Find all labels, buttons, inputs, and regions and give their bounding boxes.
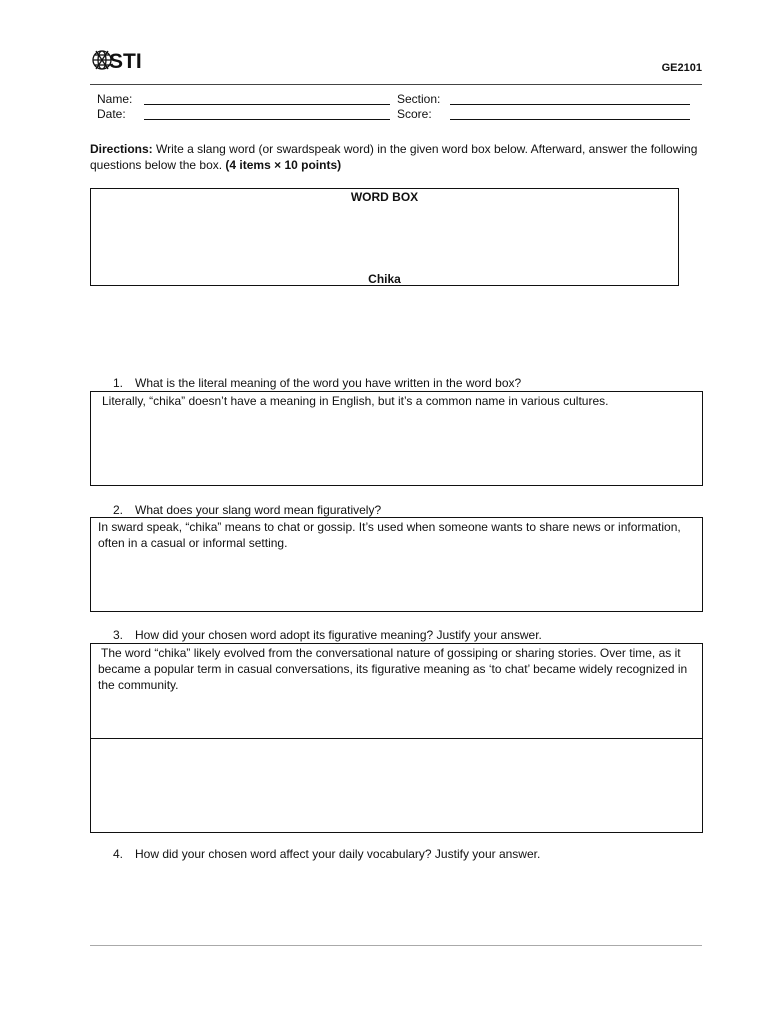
question-2: [113, 503, 381, 517]
score-field[interactable]: [450, 119, 690, 120]
date-field[interactable]: [144, 119, 390, 120]
directions-points: (4 items × 10 points): [225, 158, 342, 172]
answer-box-3-extra[interactable]: [90, 738, 703, 833]
question-number: 3.: [113, 628, 124, 642]
score-label: Score:: [397, 107, 432, 121]
directions-lead: Directions:: [90, 142, 153, 156]
answer-box-1[interactable]: [90, 391, 703, 486]
section-field[interactable]: [450, 104, 690, 105]
answer-box-2[interactable]: [90, 517, 703, 612]
question-1: [113, 376, 521, 390]
word-box-word: Chika: [368, 272, 401, 286]
question-number: 4.: [113, 847, 124, 861]
question-text: What is the literal meaning of the word you have written in the word box?: [135, 376, 522, 390]
answer-box-3[interactable]: [90, 643, 703, 739]
footer-rule: [90, 945, 702, 946]
question-text: How did your chosen word affect your daily vocabulary? Justify your answer.: [135, 847, 541, 861]
word-box-title: WORD BOX: [350, 190, 419, 204]
answer-text: Literally, “chika” doesn’t have a meaning in English, but it’s a common name in various cultures.: [102, 394, 609, 408]
course-code: GE2101: [661, 62, 702, 74]
answer-text: The word “chika” likely evolved from the conversational nature of gossiping or sharing stories. Over time, as it became a popular term in casual conversations, its figurative meaning as ‘to chat’ became widely recognized in the community.: [98, 646, 688, 692]
directions: [90, 141, 702, 173]
answer-text: In sward speak, “chika” means to chat or gossip. It’s used when someone wants to share news or information, often in a casual or informal setting.: [98, 520, 681, 550]
question-text: How did your chosen word adopt its figurative meaning? Justify your answer.: [135, 628, 542, 642]
sti-logo: [90, 45, 150, 75]
name-label: Name:: [97, 92, 133, 106]
question-number: 1.: [113, 376, 124, 390]
question-4: [113, 847, 540, 861]
question-3: [113, 628, 542, 642]
logo-text: STI: [109, 50, 142, 73]
header-rule: [90, 84, 702, 85]
date-label: Date:: [97, 107, 126, 121]
name-field[interactable]: [144, 104, 390, 105]
word-box[interactable]: [90, 188, 679, 286]
question-number: 2.: [113, 503, 124, 517]
question-text: What does your slang word mean figuratively?: [135, 503, 382, 517]
globe-icon: [90, 45, 150, 75]
directions-text: Write a slang word (or swardspeak word) in the given word box below. Afterward, answer the following questions below the box.: [90, 142, 698, 172]
section-label: Section:: [397, 92, 441, 106]
